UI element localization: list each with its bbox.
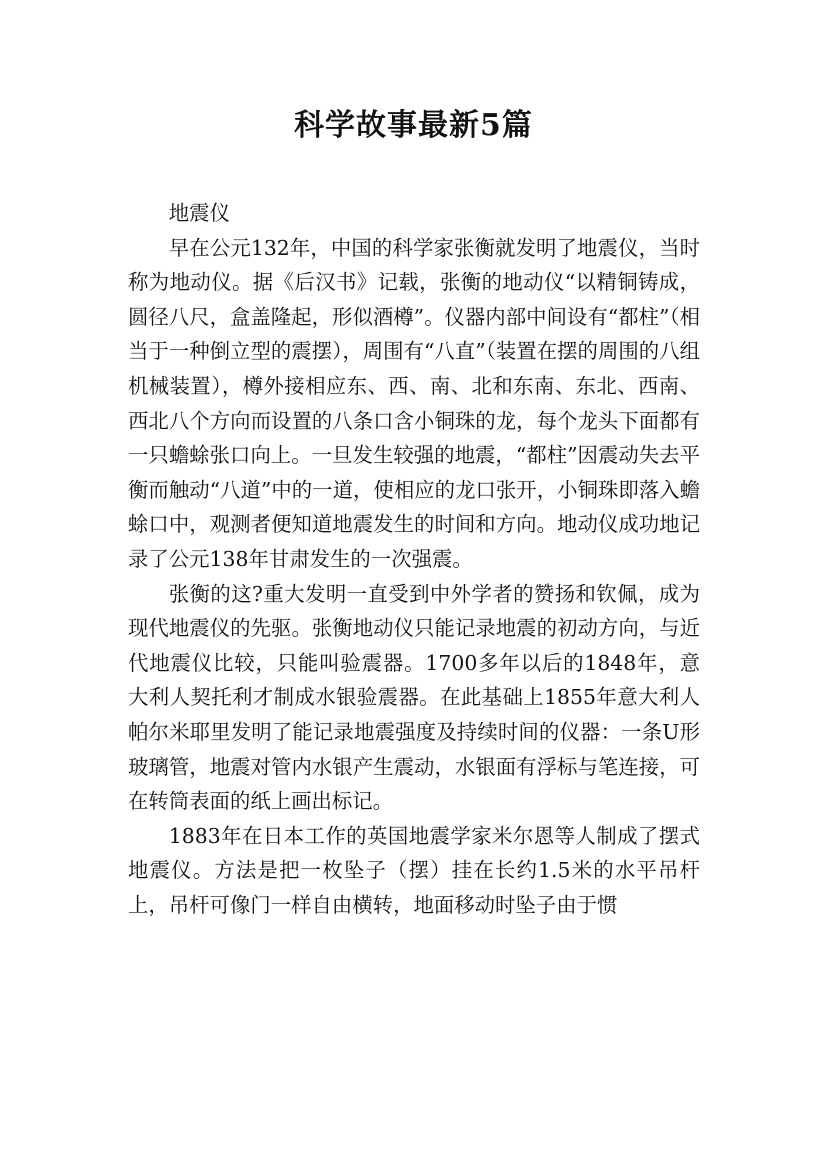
paragraph: 1883年在日本工作的英国地震学家米尔恩等人制成了摆式地震仪。方法是把一枚坠子（摆）挂在长约1.5米的水平吊杆上，吊杆可像门一样自由横转，地面移动时坠子由于惯 [128,823,700,917]
paragraph: 张衡的这?重大发明一直受到中外学者的赞扬和钦佩，成为现代地震仪的先驱。张衡地动仪只能记录地震的初动方向，与近代地震仪比较，只能叫验震器。1700多年以后的1848年，意大利人契托利才制成水银验震器。在此基础上1855年意大利人帕尔米耶里发明了能记录地震强度及持续时间的仪器：一条U形玻璃管，地震对管内水银产生震动，水银面有浮标与笔连接，可在转筒表面的纸上画出标记。 [128,581,700,814]
section-heading: 地震仪 [168,201,230,225]
paragraph: 早在公元132年，中国的科学家张衡就发明了地震仪，当时称为地动仪。据《后汉书》记载，张衡的地动仪“以精铜铸成，圆径八尺，盒盖隆起，形似酒樽”。仪器内部中间设有“都柱”（相当于一种倒立型的震摆），周围有“八直”（装置在摆的周围的八组机械装置），樽外接相应东、西、南、北和东南、东北、西南、西北八个方向而设置的八条口含小铜珠的龙，每个龙头下面都有一只蟾蜍张口向上。一旦发生较强的地震，“都柱”因震动失去平衡而触动“八道”中的一道，使相应的龙口张开，小铜珠即落入蟾蜍口中，观测者便知道地震发生的时间和方向。地动仪成功地记录了公元138年甘肃发生的一次强震。 [128,235,700,571]
document-title: 科学故事最新5篇 [294,108,533,143]
document-body [128,196,700,922]
